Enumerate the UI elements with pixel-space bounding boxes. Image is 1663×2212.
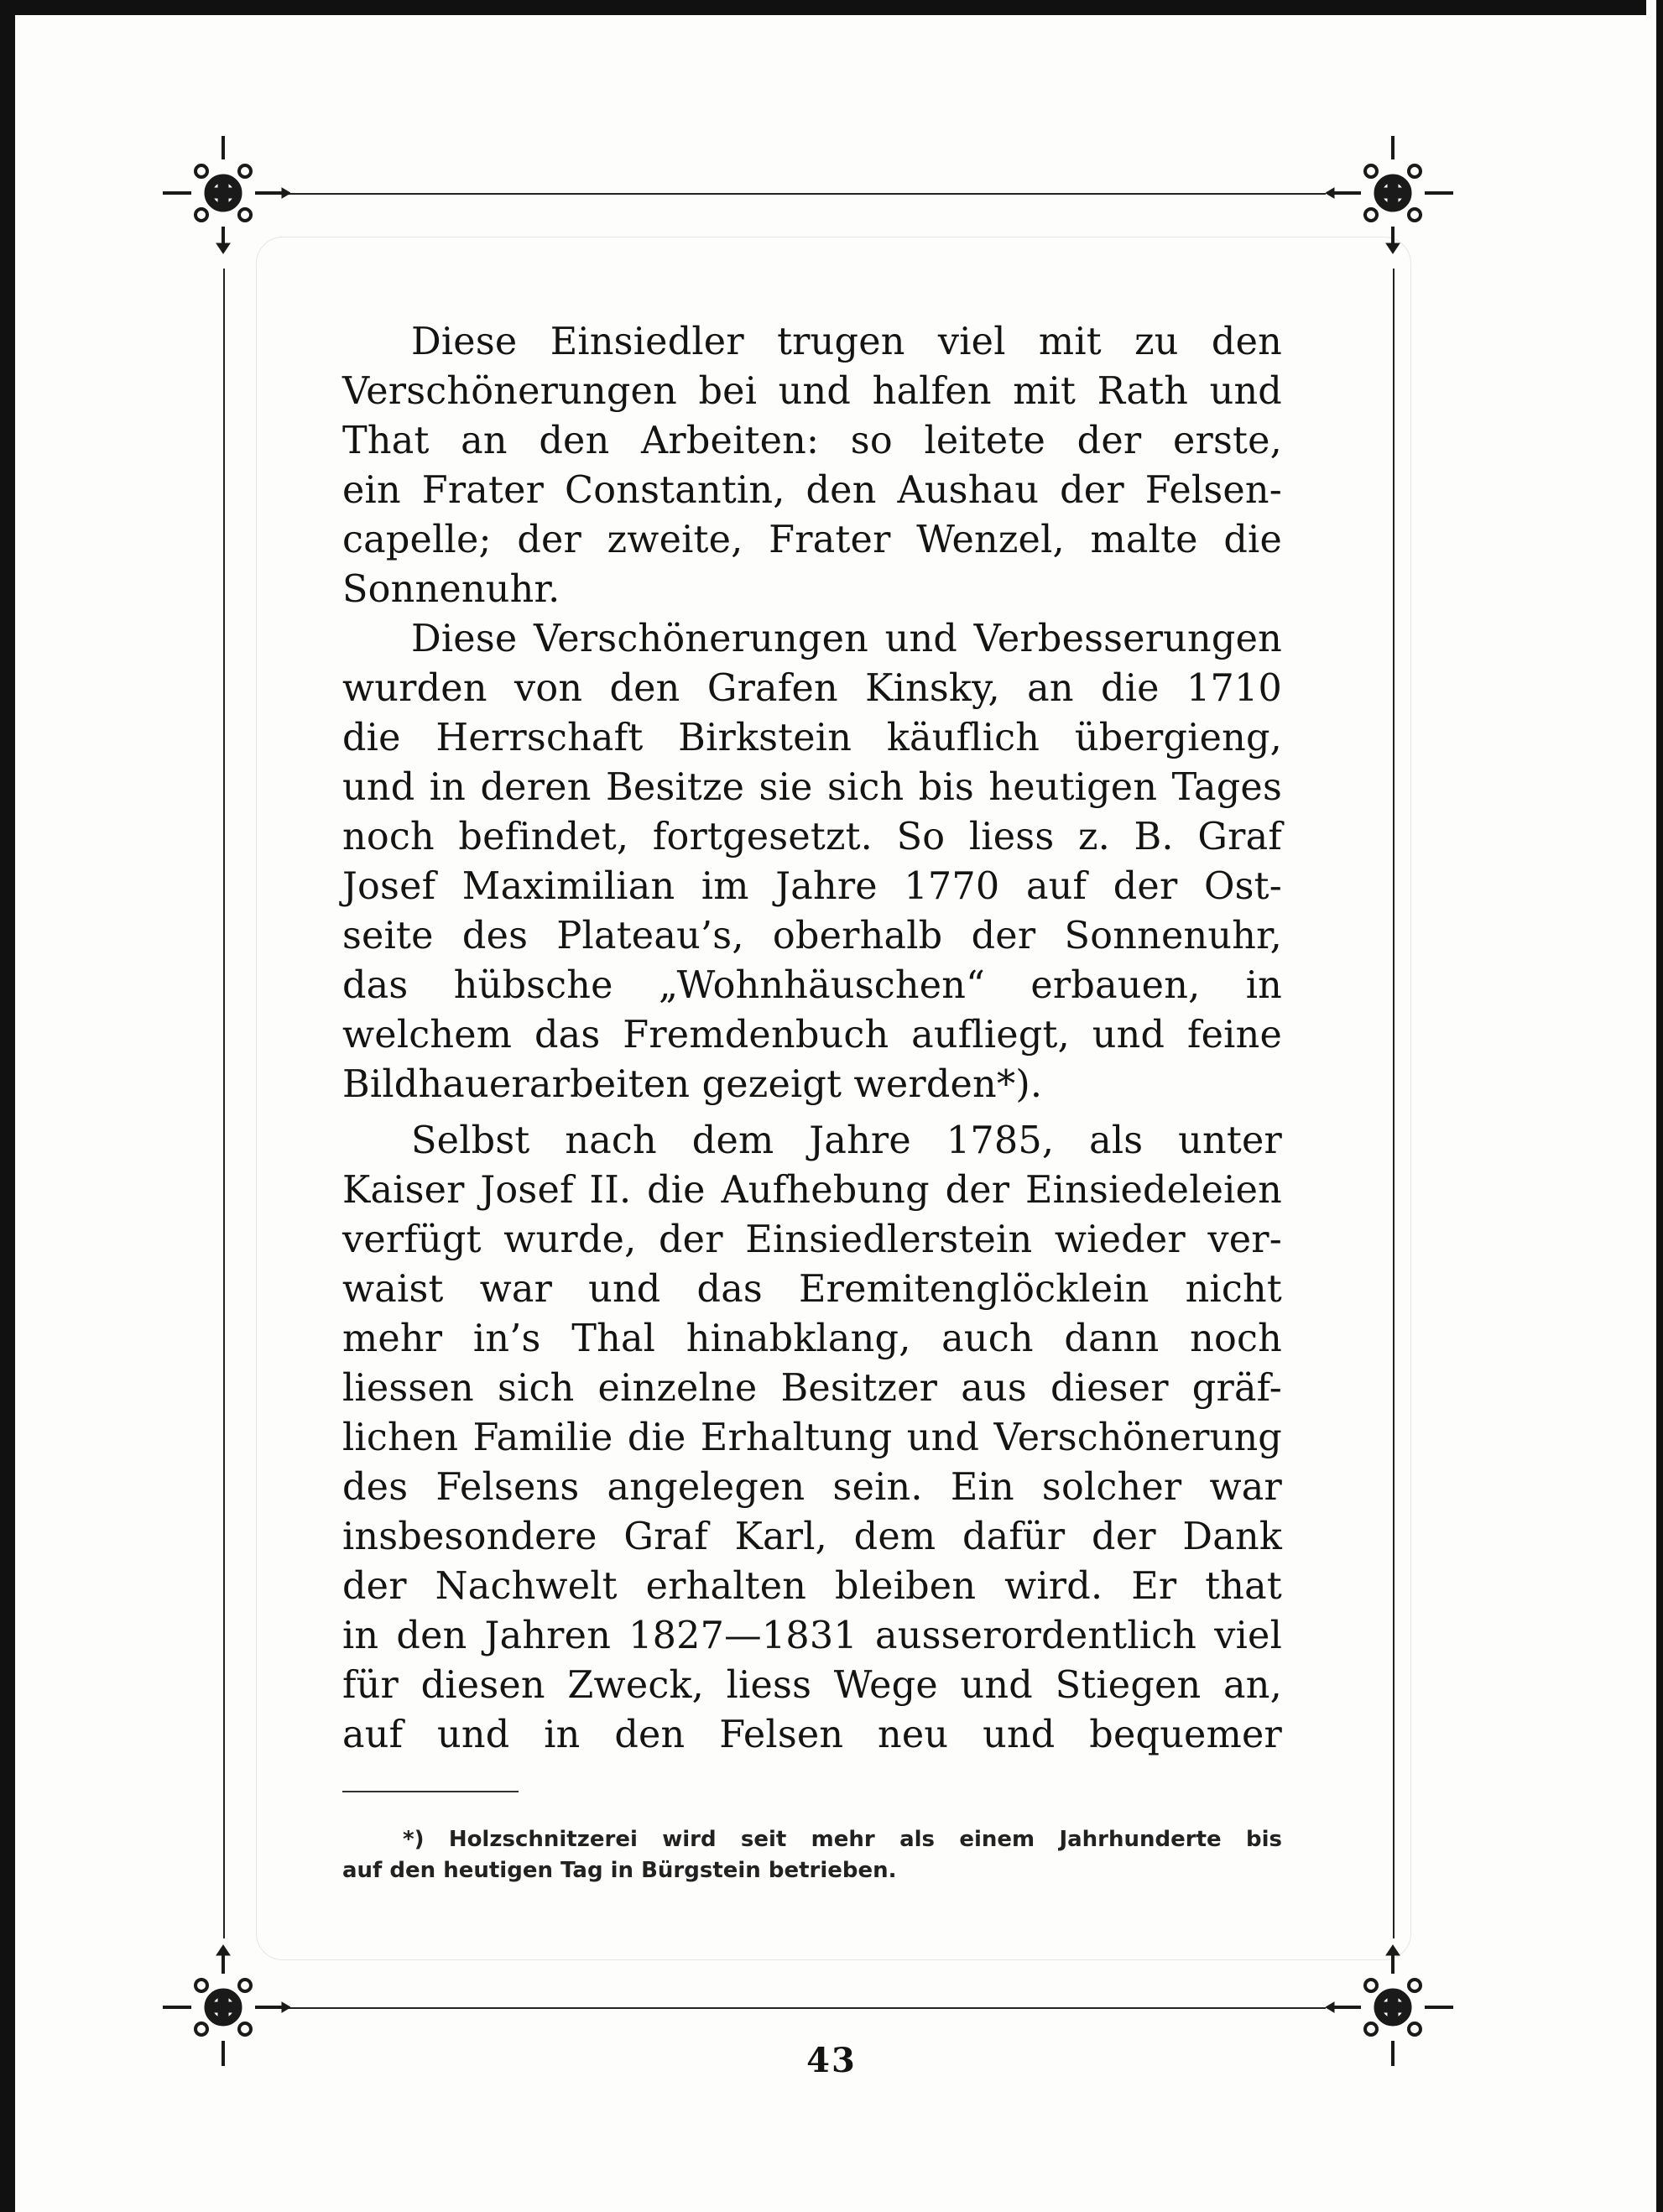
text-line: wurden von den Grafen Kinsky, an die 1710 — [342, 667, 1282, 710]
text-line: Bildhauerarbeiten gezeigt werden*). — [342, 1063, 1043, 1106]
text-line: Josef Maximilian im Jahre 1770 auf der Ost- — [342, 865, 1282, 908]
text-line: insbesondere Graf Karl, dem dafür der Dank — [342, 1516, 1282, 1558]
text-line: Diese Verschönerungen und Verbesserungen — [411, 618, 1282, 660]
frame-rule-top — [285, 193, 1326, 195]
frame-rule-left — [223, 269, 225, 1938]
text-line: des Felsens angelegen sein. Ein solcher war — [342, 1466, 1282, 1509]
paragraph-3 — [342, 1116, 1282, 1760]
text-line: ein Frater Constantin, den Aushau der Felsen- — [342, 469, 1282, 512]
scan-edge-top — [0, 0, 1663, 15]
text-line: die Herrschaft Birkstein käuflich übergieng, — [342, 717, 1282, 759]
text-line: Selbst nach dem Jahre 1785, als unter — [411, 1119, 1282, 1162]
footnote-line: auf den heutigen Tag in Bürgstein betrieben. — [342, 1858, 897, 1883]
body-text — [342, 317, 1282, 1760]
text-line: mehr in’s Thal hinabklang, auch dann noch — [342, 1317, 1282, 1360]
text-line: Verschönerungen bei und halfen mit Rath und — [342, 370, 1282, 413]
text-line: für diesen Zweck, liess Wege und Stiegen an, — [342, 1664, 1282, 1707]
text-line: und in deren Besitze sie sich bis heutigen Tages — [342, 766, 1282, 809]
footnote-rule — [342, 1791, 519, 1792]
text-line: in den Jahren 1827—1831 ausserordentlich viel — [342, 1615, 1282, 1657]
text-line: That an den Arbeiten: so leitete der erste, — [342, 420, 1282, 462]
paragraph-2 — [342, 614, 1282, 1109]
text-line: lichen Familie die Erhaltung und Verschönerung — [342, 1416, 1282, 1459]
text-line: der Nachwelt erhalten bleiben wird. Er that — [342, 1565, 1282, 1608]
text-line: waist war und das Eremitenglöcklein nicht — [342, 1268, 1282, 1311]
page-number: 43 — [806, 2041, 857, 2080]
text-line: Sonnenuhr. — [342, 568, 560, 611]
text-line: seite des Plateau’s, oberhalb der Sonnenuhr, — [342, 915, 1282, 957]
corner-ornament-icon — [156, 126, 290, 260]
text-line: das hübsche „Wohnhäuschen“ erbauen, in — [342, 964, 1282, 1007]
text-line: verfügt wurde, der Einsiedlerstein wieder ver- — [342, 1218, 1282, 1261]
text-line: noch befindet, fortgesetzt. So liess z. B. Graf — [342, 816, 1282, 858]
text-line: Diese Einsiedler trugen viel mit zu den — [411, 321, 1282, 363]
text-line: auf und in den Felsen neu und bequemer — [342, 1714, 1282, 1756]
text-line: liessen sich einzelne Besitzer aus dieser gräf- — [342, 1367, 1282, 1410]
frame-rule-bottom — [285, 2007, 1326, 2009]
scan-edge-right — [1646, 0, 1663, 2212]
corner-ornament-icon — [1326, 126, 1460, 260]
footnote — [342, 1824, 1282, 1886]
footnote-line: *) Holzschnitzerei wird seit mehr als einem Jahrhunderte bis — [403, 1827, 1282, 1852]
scan-edge-left — [0, 0, 15, 2212]
paragraph-1 — [342, 317, 1282, 614]
text-line: capelle; der zweite, Frater Wenzel, malte die — [342, 519, 1282, 561]
text-line: welchem das Fremdenbuch aufliegt, und feine — [342, 1014, 1282, 1056]
text-line: Kaiser Josef II. die Aufhebung der Einsiedeleien — [342, 1169, 1282, 1212]
